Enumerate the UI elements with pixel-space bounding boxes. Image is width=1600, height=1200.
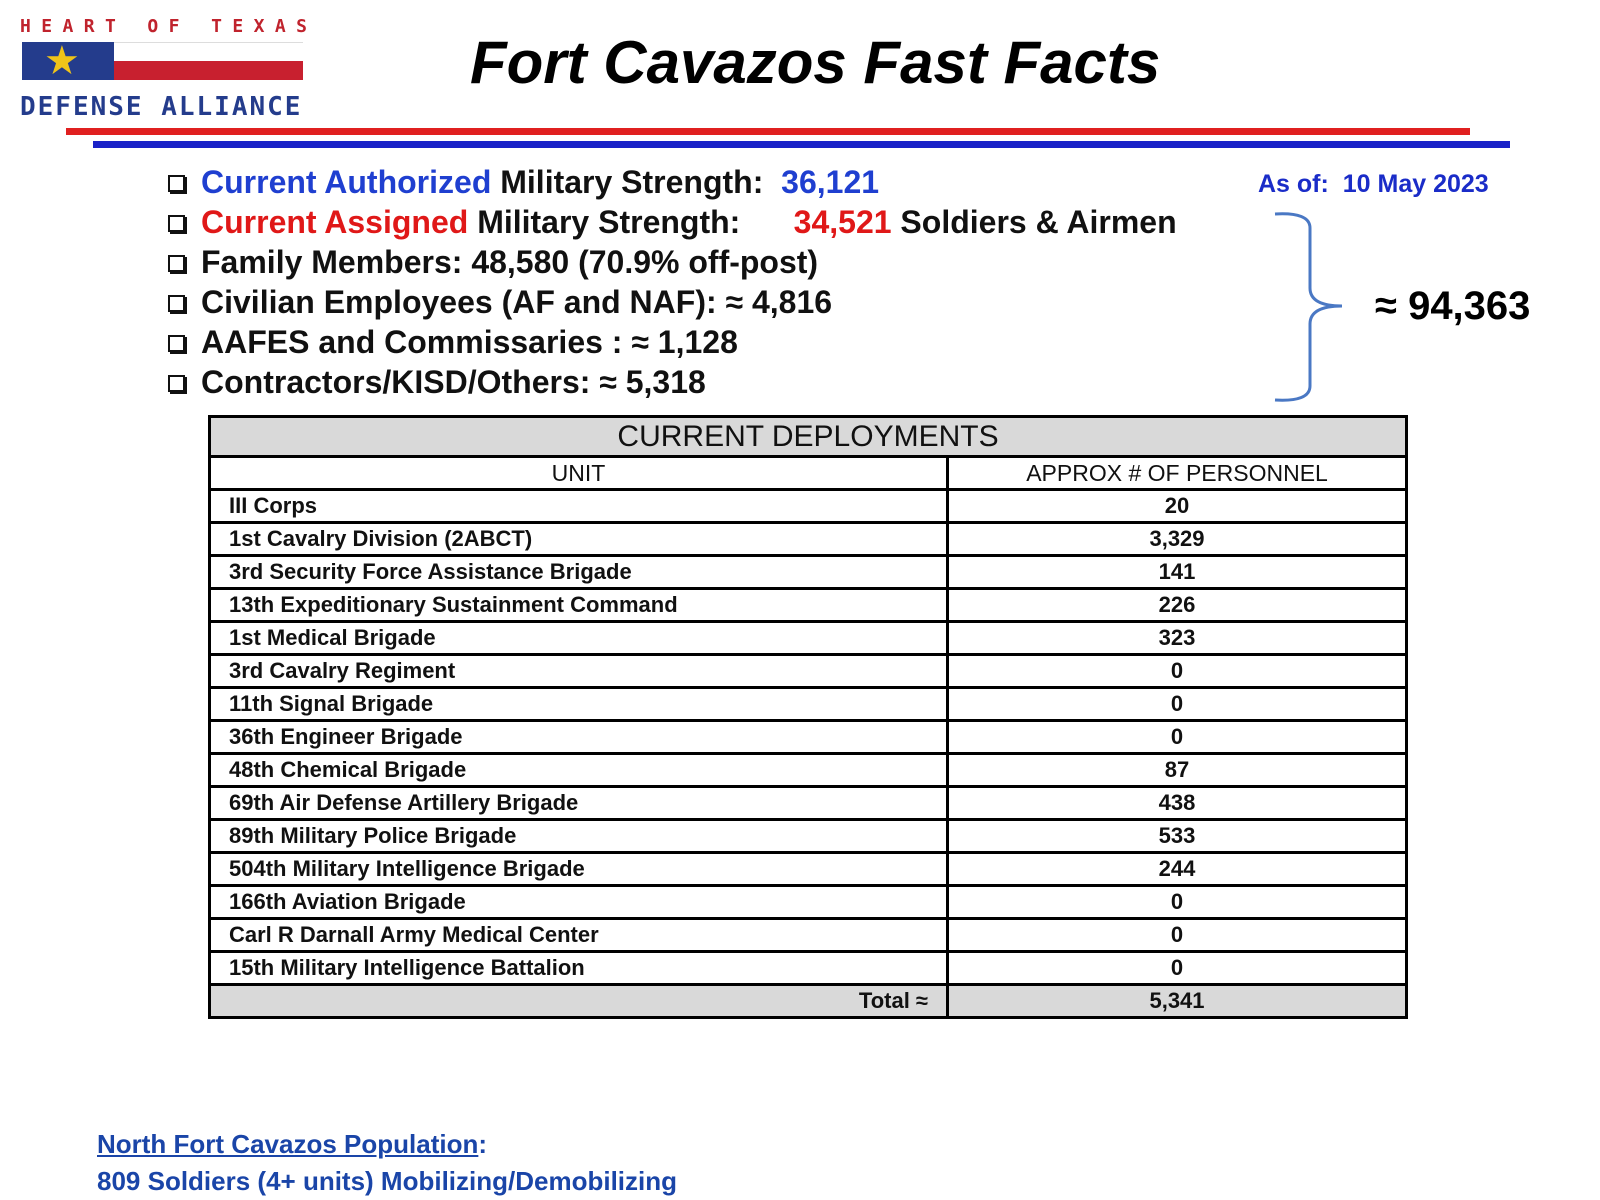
checkbox-bullet-icon <box>168 295 185 312</box>
personnel-count: 0 <box>948 886 1407 919</box>
as-of-label: As of: <box>1258 170 1329 198</box>
fact-suffix: Soldiers & Airmen <box>891 204 1177 240</box>
unit-name: 1st Cavalry Division (2ABCT) <box>210 523 948 556</box>
unit-name: 89th Military Police Brigade <box>210 820 948 853</box>
fact-aafes-commissaries <box>168 322 1268 362</box>
personnel-count: 0 <box>948 688 1407 721</box>
star-icon: ★ <box>44 39 80 83</box>
table-row <box>210 622 1407 655</box>
checkbox-bullet-icon <box>168 375 185 392</box>
unit-name: 13th Expeditionary Sustainment Command <box>210 589 948 622</box>
population-total: ≈ 94,363 <box>1375 284 1531 328</box>
fact-contractors <box>168 362 1268 402</box>
personnel-count: 141 <box>948 556 1407 589</box>
total-value: 5,341 <box>948 985 1407 1018</box>
table-row <box>210 655 1407 688</box>
checkbox-bullet-icon <box>168 255 185 272</box>
red-divider <box>66 128 1470 135</box>
unit-name: 15th Military Intelligence Battalion <box>210 952 948 985</box>
unit-name: 48th Chemical Brigade <box>210 754 948 787</box>
total-label: Total ≈ <box>210 985 948 1018</box>
unit-name: 166th Aviation Brigade <box>210 886 948 919</box>
personnel-count: 226 <box>948 589 1407 622</box>
heart-of-texas-logo <box>20 16 318 122</box>
personnel-count: 0 <box>948 721 1407 754</box>
table-row <box>210 523 1407 556</box>
page-title: Fort Cavazos Fast Facts <box>470 29 1161 96</box>
unit-name: 3rd Cavalry Regiment <box>210 655 948 688</box>
personnel-count: 20 <box>948 490 1407 523</box>
personnel-count: 323 <box>948 622 1407 655</box>
as-of-value: 10 May 2023 <box>1342 170 1489 198</box>
fact-lead: Current Authorized <box>201 164 492 200</box>
personnel-count: 244 <box>948 853 1407 886</box>
checkbox-bullet-icon <box>168 335 185 352</box>
deployments-table <box>208 415 1408 1019</box>
logo-bottom-text: DEFENSE ALLIANCE <box>20 92 303 122</box>
texas-flag-icon <box>22 39 303 83</box>
personnel-count: 438 <box>948 787 1407 820</box>
fact-list <box>168 162 1268 402</box>
unit-name: 504th Military Intelligence Brigade <box>210 853 948 886</box>
table-row <box>210 754 1407 787</box>
personnel-count: 87 <box>948 754 1407 787</box>
right-brace-icon <box>1270 210 1360 405</box>
table-row <box>210 721 1407 754</box>
north-heading-line <box>97 1126 677 1163</box>
unit-name: III Corps <box>210 490 948 523</box>
fact-family-members <box>168 242 1268 282</box>
fact-text: Military Strength: <box>468 204 741 240</box>
table-row <box>210 952 1407 985</box>
personnel-count: 0 <box>948 919 1407 952</box>
checkbox-bullet-icon <box>168 215 185 232</box>
personnel-count: 0 <box>948 952 1407 985</box>
table-row <box>210 886 1407 919</box>
table-row <box>210 787 1407 820</box>
table-row <box>210 589 1407 622</box>
table-title: CURRENT DEPLOYMENTS <box>210 417 1407 457</box>
blue-divider <box>93 141 1510 148</box>
fact-lead: Current Assigned <box>201 204 469 240</box>
north-fort-population <box>97 1126 677 1200</box>
unit-name: 69th Air Defense Artillery Brigade <box>210 787 948 820</box>
checkbox-bullet-icon <box>168 175 185 192</box>
flag-red-stripe <box>114 61 303 80</box>
personnel-count: 3,329 <box>948 523 1407 556</box>
as-of-date <box>1258 170 1489 199</box>
table-row <box>210 688 1407 721</box>
north-colon: : <box>478 1129 488 1159</box>
table-row <box>210 820 1407 853</box>
fact-text: AAFES and Commissaries : ≈ 1,128 <box>201 324 738 360</box>
north-detail: 809 Soldiers (4+ units) Mobilizing/Demobilizing <box>97 1166 678 1196</box>
column-header-personnel: APPROX # OF PERSONNEL <box>948 457 1407 490</box>
table-row <box>210 853 1407 886</box>
unit-name: 3rd Security Force Assistance Brigade <box>210 556 948 589</box>
north-heading: North Fort Cavazos Population <box>97 1129 479 1159</box>
table-body <box>210 490 1407 985</box>
fact-text: Family Members: 48,580 (70.9% off-post) <box>201 244 819 280</box>
fact-civilian-employees <box>168 282 1268 322</box>
total-row <box>210 985 1407 1018</box>
unit-name: 36th Engineer Brigade <box>210 721 948 754</box>
personnel-count: 0 <box>948 655 1407 688</box>
table-row <box>210 490 1407 523</box>
unit-name: 1st Medical Brigade <box>210 622 948 655</box>
table-row <box>210 919 1407 952</box>
unit-name: Carl R Darnall Army Medical Center <box>210 919 948 952</box>
column-header-unit: UNIT <box>210 457 948 490</box>
fact-value: 34,521 <box>793 204 892 240</box>
fact-text: Military Strength: <box>491 164 764 200</box>
fact-assigned-strength <box>168 202 1268 242</box>
fact-value: 36,121 <box>781 164 880 200</box>
unit-name: 11th Signal Brigade <box>210 688 948 721</box>
fact-authorized-strength <box>168 162 1268 202</box>
personnel-count: 533 <box>948 820 1407 853</box>
flag-white-stripe <box>114 42 303 61</box>
fact-text: Contractors/KISD/Others: ≈ 5,318 <box>201 364 706 400</box>
fact-text: Civilian Employees (AF and NAF): ≈ 4,816 <box>201 284 833 320</box>
table-row <box>210 556 1407 589</box>
logo-top-text: HEART OF TEXAS <box>20 16 318 37</box>
